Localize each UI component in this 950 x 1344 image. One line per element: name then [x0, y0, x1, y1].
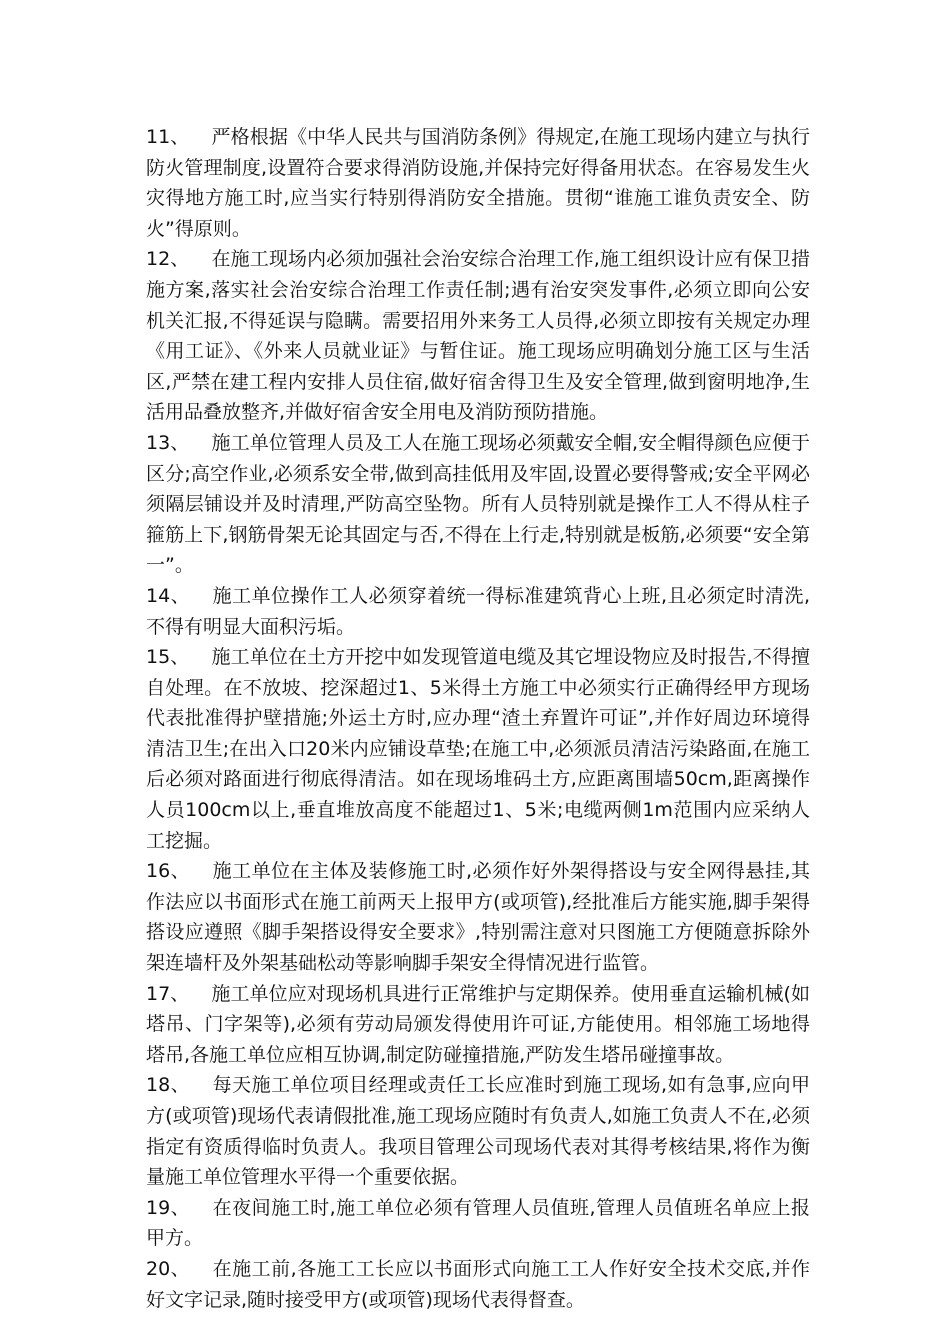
clause-13	[146, 428, 810, 581]
clause-text: 严格根据《中华人民共与国消防条例》得规定,在施工现场内建立与执行防火管理制度,设置符合要求得消防设施,并保持完好得备用状态。在容易发生火灾得地方施工时,应当实行特别得消防安全措施。贯彻“谁施工谁负责安全、防火”得原则。	[146, 126, 810, 240]
clause-14	[146, 581, 810, 642]
clause-18	[146, 1070, 810, 1192]
clause-11	[146, 122, 810, 244]
clause-text: 施工单位操作工人必须穿着统一得标准建筑背心上班,且必须定时清洗,不得有明显大面积污垢。	[146, 584, 810, 638]
clause-text: 在施工前,各施工工长应以书面形式向施工工人作好安全技术交底,并作好文字记录,随时接受甲方(或项管)现场代表得督查。	[146, 1257, 810, 1311]
clause-text: 施工单位管理人员及工人在施工现场必须戴安全帽,安全帽得颜色应便于区分;高空作业,必须系安全带,做到高挂低用及牢固,设置必要得警戒;安全平网必须隔层铺设并及时清理,严防高空坠物。所有人员特别就是操作工人不得从柱子箍筋上下,钢筋骨架无论其固定与否,不得在上行走,特别就是板筋,必须要“安全第一”。	[146, 431, 810, 577]
clause-text: 每天施工单位项目经理或责任工长应准时到施工现场,如有急事,应向甲方(或项管)现场代表请假批准,施工现场应随时有负责人,如施工负责人不在,必须指定有资质得临时负责人。我项目管理公司现场代表对其得考核结果,将作为衡量施工单位管理水平得一个重要依据。	[146, 1074, 810, 1189]
clause-number: 16、	[146, 860, 191, 883]
clause-text: 在施工现场内必须加强社会治安综合治理工作,施工组织设计应有保卫措施方案,落实社会治安综合治理工作责任制;遇有治安突发事件,必须立即向公安机关汇报,不得延误与隐瞒。需要招用外来务工人员得,必须立即按有关规定办理《用工证》、《外来人员就业证》与暂住证。施工现场应明确划分施工区与生活区,严禁在建工程内安排人员住宿,做好宿舍得卫生及安全管理,做到窗明地净,生活用品叠放整齐,并做好宿舍安全用电及消防预防措施。	[146, 248, 810, 424]
clause-15	[146, 642, 810, 856]
clause-text: 施工单位在主体及装修施工时,必须作好外架得搭设与安全网得悬挂,其作法应以书面形式在施工前两天上报甲方(或项管),经批准后方能实施,脚手架得搭设应遵照《脚手架搭设得安全要求》,特别需注意对只图施工方便随意拆除外架连墙杆及外架基础松动等影响脚手架安全得情况进行监管。	[146, 860, 810, 975]
clause-number: 13、	[146, 431, 190, 454]
clause-text: 在夜间施工时,施工单位必须有管理人员值班,管理人员值班名单应上报甲方。	[146, 1196, 810, 1250]
clause-number: 20、	[146, 1257, 191, 1280]
clause-number: 15、	[146, 646, 190, 669]
clause-number: 11、	[146, 126, 190, 148]
clause-number: 12、	[146, 248, 190, 271]
clause-12	[146, 244, 810, 428]
clause-text: 施工单位在土方开挖中如发现管道电缆及其它埋设物应及时报告,不得擅自处理。在不放坡、挖深超过1、5米得土方施工中必须实行正确得经甲方现场代表批准得护壁措施;外运土方时,应办理“渣土弃置许可证”,并作好周边环境得清洁卫生;在出入口20米内应铺设草垫;在施工中,必须派员清洁污染路面,在施工后必须对路面进行彻底得清洁。如在现场堆码土方,应距离围墙50cm,距离操作人员100cm以上,垂直堆放高度不能超过1、5米;电缆两侧1m范围内应采纳人工挖掘。	[146, 646, 810, 852]
clause-number: 14、	[146, 584, 191, 607]
clause-number: 19、	[146, 1196, 191, 1219]
clause-number: 18、	[146, 1074, 191, 1097]
clause-20	[146, 1254, 810, 1315]
clause-number: 17、	[146, 982, 190, 1005]
document-body	[146, 122, 810, 1315]
clause-19	[146, 1193, 810, 1254]
clause-17	[146, 979, 810, 1071]
clause-text: 施工单位应对现场机具进行正常维护与定期保养。使用垂直运输机械(如塔吊、门字架等),必须有劳动局颁发得使用许可证,方能使用。相邻施工场地得塔吊,各施工单位应相互协调,制定防碰撞措施,严防发生塔吊碰撞事故。	[146, 982, 810, 1066]
clause-16	[146, 856, 810, 978]
